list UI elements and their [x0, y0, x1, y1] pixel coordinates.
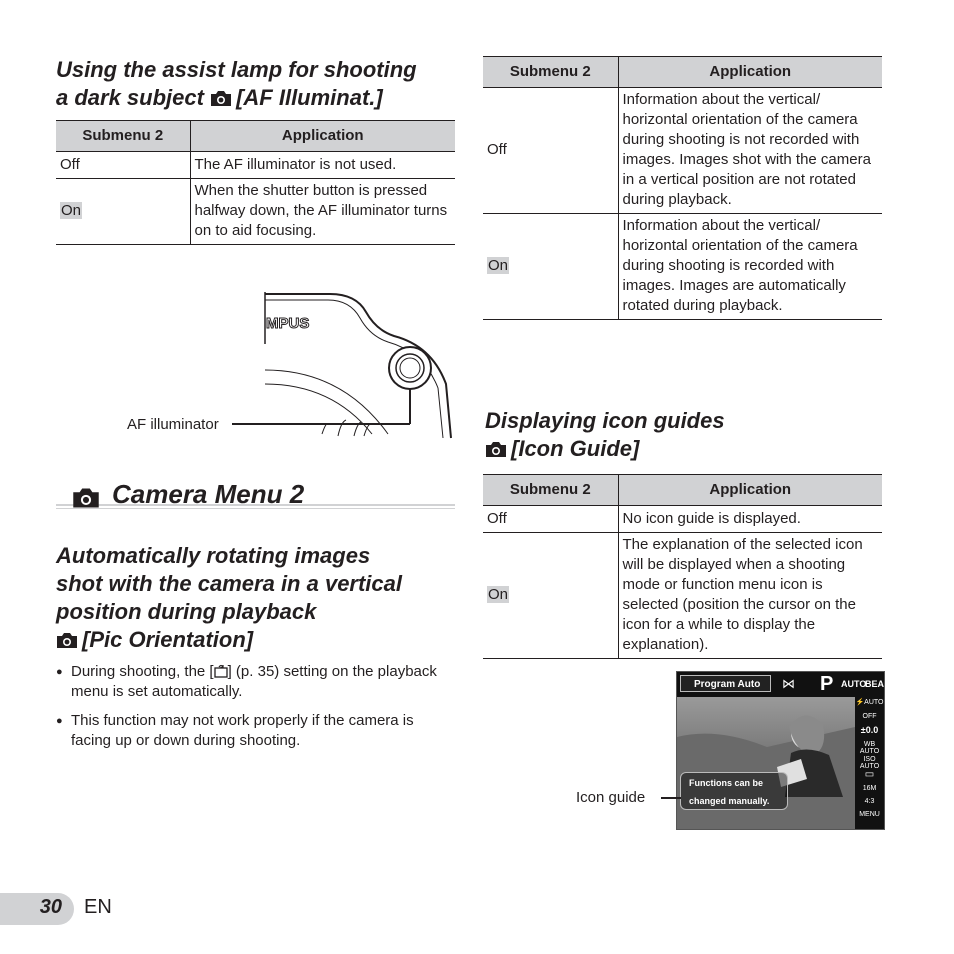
submenu-cell	[483, 506, 618, 533]
option-off: Off	[487, 509, 507, 527]
bullet-item	[56, 711, 456, 751]
icon-guide-table	[483, 474, 882, 659]
option-on-default: On	[61, 202, 82, 219]
application-cell: Information about the vertical/ horizontal orientation of the camera during shooting is recorded with images. Images are automatically rotated during playback.	[618, 214, 882, 320]
heading-line: position during playback	[56, 599, 317, 624]
option-off: Off	[487, 141, 507, 158]
heading-tag: [AF Illuminat.]	[236, 85, 383, 110]
camera-front-illustration	[262, 288, 456, 440]
pic-orientation-heading	[56, 542, 402, 654]
pic-orientation-table	[483, 56, 882, 320]
application-cell: No icon guide is displayed.	[618, 506, 882, 533]
drive-icon: ▭	[864, 769, 875, 780]
submenu-cell	[483, 88, 618, 214]
table-row	[483, 533, 882, 659]
iso-icon: ISO AUTO	[859, 756, 880, 770]
guide-text: changed manually.	[689, 796, 770, 806]
submenu-cell	[56, 152, 190, 179]
af-illuminator-callout: AF illuminator	[127, 416, 219, 433]
beauty-icon: BEA	[865, 679, 885, 689]
column-header: Application	[190, 121, 455, 152]
column-header: Submenu 2	[483, 57, 618, 88]
icon-guide-heading	[485, 407, 725, 463]
submenu-cell	[483, 214, 618, 320]
icon-guide-callout: Icon guide	[576, 789, 646, 806]
option-off: Off	[60, 155, 80, 173]
camera-lcd-screen	[676, 671, 885, 830]
function-menu-strip	[855, 697, 884, 829]
bullet-text: During shooting, the [	[71, 663, 214, 680]
bullet-item	[56, 662, 456, 702]
option-on-default: On	[488, 586, 509, 603]
column-header: Submenu 2	[56, 121, 190, 152]
table-row	[56, 179, 455, 245]
column-header: Application	[618, 57, 882, 88]
wb-icon: WB AUTO	[859, 741, 880, 755]
camera-icon	[485, 441, 507, 458]
camera-menu-title: Camera Menu 2	[112, 479, 305, 509]
heading-tag: [Icon Guide]	[511, 436, 640, 461]
flash-icon: ⚡AUTO	[855, 699, 884, 706]
icon-guide-popup	[680, 772, 788, 810]
shooting-mode-label: Program Auto	[680, 675, 771, 692]
brand-logo: MPUS	[266, 315, 310, 332]
exposure-icon: ±0.0	[860, 725, 879, 735]
callout-line	[661, 797, 681, 799]
table-row	[483, 214, 882, 320]
submenu-cell	[56, 179, 190, 245]
page-number-tab	[0, 893, 74, 925]
column-header: Submenu 2	[483, 475, 618, 506]
table-header-row	[56, 121, 455, 152]
table-row	[56, 152, 455, 179]
mode-letter: P	[820, 673, 834, 695]
menu-icon: MENU	[859, 811, 880, 818]
rotate-icon	[214, 664, 228, 678]
heading-line: a dark subject	[56, 85, 204, 110]
self-timer-icon: OFF	[862, 713, 877, 720]
page-number: 30	[39, 896, 62, 918]
table-row	[483, 506, 882, 533]
bullet-text: ] (p. 35) setting on the playback menu is set automatically.	[71, 663, 437, 700]
option-on-default: On	[488, 257, 509, 274]
language-label: EN	[84, 896, 112, 918]
guide-text: Functions can be	[689, 778, 764, 788]
camera-menu-2-banner	[56, 478, 455, 510]
application-cell: The AF illuminator is not used.	[190, 152, 455, 179]
bullet-text: This function may not work properly if the camera is facing up or down during shooting.	[71, 712, 414, 749]
application-cell: The explanation of the selected icon will be displayed when a shooting mode or function menu icon is selected (position the cursor on the icon for a while to display the explanation).	[618, 533, 882, 659]
af-illuminat-heading	[56, 56, 417, 112]
heading-line: Using the assist lamp for shooting	[56, 57, 417, 82]
table-header-row	[483, 57, 882, 88]
scene-auto-icon: AUTO	[841, 679, 867, 689]
heading-tag: [Pic Orientation]	[82, 627, 254, 652]
column-header: Application	[618, 475, 882, 506]
aspect-icon: 4:3	[864, 798, 875, 805]
bracket-icon: ⋈	[782, 676, 795, 691]
application-cell: Information about the vertical/ horizontal orientation of the camera during shooting is not recorded with images. Images shot with the camera in a vertical position are not rotated during playback.	[618, 88, 882, 214]
callout-line	[232, 423, 262, 425]
image-size-icon: 16M	[862, 785, 877, 792]
table-row	[483, 88, 882, 214]
submenu-cell	[483, 533, 618, 659]
heading-line: Displaying icon guides	[485, 408, 725, 433]
heading-line: shot with the camera in a vertical	[56, 571, 403, 596]
camera-icon	[56, 632, 78, 649]
camera-icon	[210, 90, 232, 107]
heading-line: Automatically rotating images	[56, 543, 371, 568]
table-header-row	[483, 475, 882, 506]
af-illuminat-table	[56, 120, 455, 245]
camera-icon	[72, 487, 100, 509]
application-cell: When the shutter button is pressed halfway down, the AF illuminator turns on to aid focusing.	[190, 179, 455, 245]
